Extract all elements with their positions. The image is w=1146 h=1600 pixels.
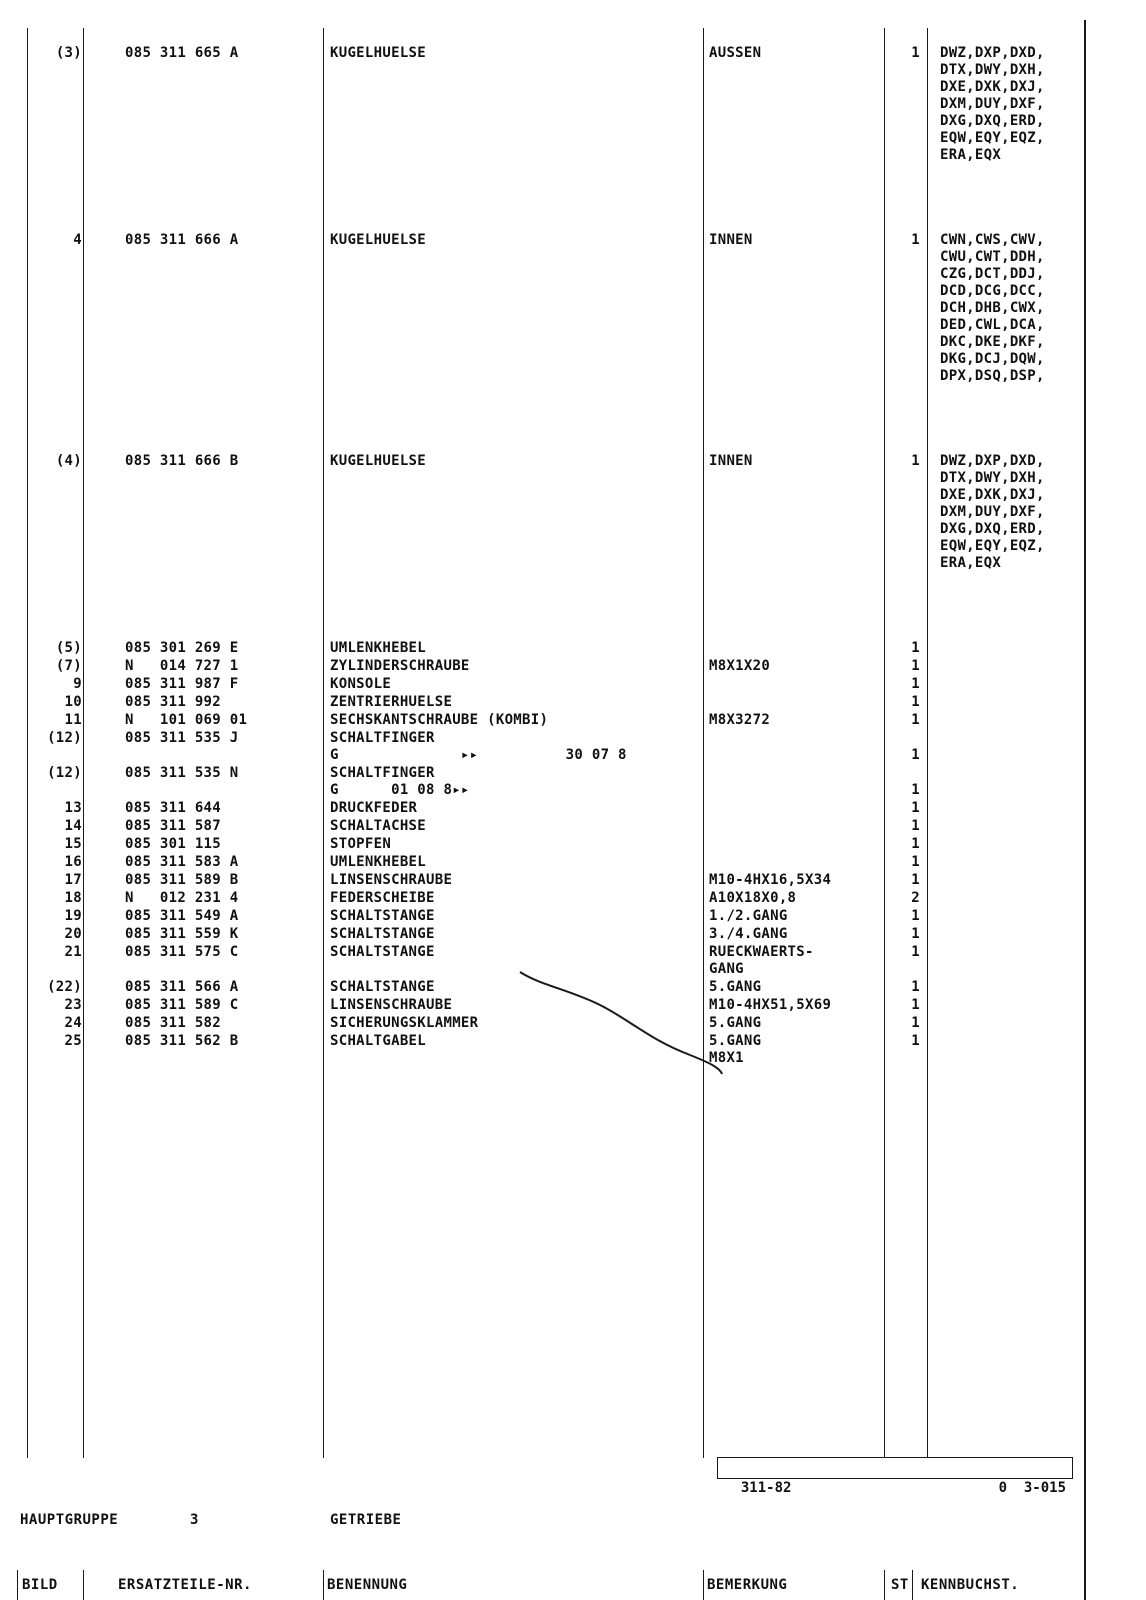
cell-stueck: 1 xyxy=(911,1033,920,1049)
cell-benennung: LINSENSCHRAUBE xyxy=(330,872,453,888)
cell-bild: (12) xyxy=(47,730,82,746)
cell-stueck: 1 xyxy=(911,232,920,248)
cell-bild: 13 xyxy=(64,800,82,816)
cell-kennbuchstaben: DWZ,DXP,DXD, xyxy=(940,453,1045,469)
cell-stueck: 1 xyxy=(911,836,920,852)
cell-part-number: 085 311 666 A xyxy=(125,232,239,248)
cell-benennung: G ▸▸ 30 07 8 xyxy=(330,747,627,763)
cell-benennung: SICHERUNGSKLAMMER xyxy=(330,1015,479,1031)
ref-right: 0 3-015 xyxy=(998,1480,1066,1496)
cell-stueck: 1 xyxy=(911,926,920,942)
cell-part-number: 085 301 269 E xyxy=(125,640,239,656)
header-rule-bild xyxy=(83,1570,84,1600)
cell-bild: (12) xyxy=(47,765,82,781)
cell-benennung: FEDERSCHEIBE xyxy=(330,890,435,906)
cell-benennung: G 01 08 8▸▸ xyxy=(330,782,470,798)
cell-stueck: 1 xyxy=(911,818,920,834)
cell-benennung: KUGELHUELSE xyxy=(330,45,427,61)
cell-bild: (4) xyxy=(55,453,82,469)
cell-stueck: 1 xyxy=(911,1015,920,1031)
cell-benennung: UMLENKHEBEL xyxy=(330,640,427,656)
cell-benennung: KONSOLE xyxy=(330,676,392,692)
column-rule-nr xyxy=(323,28,324,1458)
cell-bemerkung: 5.GANG xyxy=(709,1015,762,1031)
cell-part-number: 085 311 583 A xyxy=(125,854,239,870)
cell-part-number: 085 311 992 xyxy=(125,694,222,710)
hauptgruppe-num: 3 xyxy=(190,1512,199,1528)
column-rule-benennung xyxy=(703,28,704,1458)
cell-benennung: SCHALTGABEL xyxy=(330,1033,427,1049)
cell-stueck: 1 xyxy=(911,676,920,692)
cell-bild: 15 xyxy=(64,836,82,852)
cell-bemerkung: M8X1 xyxy=(709,1050,744,1066)
cell-benennung: SECHSKANTSCHRAUBE (KOMBI) xyxy=(330,712,549,728)
cell-stueck: 1 xyxy=(911,747,920,763)
column-rule-bild xyxy=(83,28,84,1458)
cell-stueck: 1 xyxy=(911,854,920,870)
cell-kennbuchstaben: CWU,CWT,DDH, xyxy=(940,249,1045,265)
ref-box-right xyxy=(886,1457,1073,1496)
cell-bemerkung: A10X18X0,8 xyxy=(709,890,797,906)
cell-stueck: 1 xyxy=(911,694,920,710)
cell-stueck: 2 xyxy=(911,890,920,906)
cell-benennung: LINSENSCHRAUBE xyxy=(330,997,453,1013)
cell-benennung: DRUCKFEDER xyxy=(330,800,418,816)
cell-bild: 20 xyxy=(64,926,82,942)
cell-part-number: N 101 069 01 xyxy=(125,712,248,728)
cell-stueck: 1 xyxy=(911,997,920,1013)
cell-kennbuchstaben: EQW,EQY,EQZ, xyxy=(940,130,1045,146)
cell-stueck: 1 xyxy=(911,944,920,960)
header-st: ST xyxy=(891,1577,909,1593)
header-rule-nr xyxy=(323,1570,324,1600)
cell-bemerkung: INNEN xyxy=(709,232,753,248)
cell-part-number: 085 311 644 xyxy=(125,800,222,816)
cell-kennbuchstaben: DXG,DXQ,ERD, xyxy=(940,521,1045,537)
cell-stueck: 1 xyxy=(911,872,920,888)
cell-part-number: 085 311 559 K xyxy=(125,926,239,942)
cell-bemerkung: 3./4.GANG xyxy=(709,926,788,942)
cell-kennbuchstaben: DED,CWL,DCA, xyxy=(940,317,1045,333)
header-rule-bemerkung xyxy=(884,1570,885,1600)
cell-benennung: SCHALTFINGER xyxy=(330,730,435,746)
cell-kennbuchstaben: DKC,DKE,DKF, xyxy=(940,334,1045,350)
cell-kennbuchstaben: CWN,CWS,CWV, xyxy=(940,232,1045,248)
cell-stueck: 1 xyxy=(911,712,920,728)
cell-kennbuchstaben: CZG,DCT,DDJ, xyxy=(940,266,1045,282)
cell-kennbuchstaben: DXM,DUY,DXF, xyxy=(940,96,1045,112)
cell-part-number: 085 311 589 B xyxy=(125,872,239,888)
cell-part-number: 085 301 115 xyxy=(125,836,222,852)
cell-bemerkung: GANG xyxy=(709,961,744,977)
cell-bemerkung: RUECKWAERTS- xyxy=(709,944,814,960)
ref-box-left xyxy=(717,1457,890,1496)
cell-kennbuchstaben: DPX,DSQ,DSP, xyxy=(940,368,1045,384)
cell-bild: 23 xyxy=(64,997,82,1013)
cell-bild: 14 xyxy=(64,818,82,834)
cell-part-number: 085 311 566 A xyxy=(125,979,239,995)
cell-kennbuchstaben: DXE,DXK,DXJ, xyxy=(940,79,1045,95)
cell-kennbuchstaben: EQW,EQY,EQZ, xyxy=(940,538,1045,554)
cell-stueck: 1 xyxy=(911,908,920,924)
hauptgruppe-label: HAUPTGRUPPE xyxy=(20,1512,119,1528)
cell-part-number: 085 311 562 B xyxy=(125,1033,239,1049)
header-kennbuchst: KENNBUCHST. xyxy=(921,1577,1020,1593)
cell-bild: 21 xyxy=(64,944,82,960)
cell-part-number: 085 311 987 F xyxy=(125,676,239,692)
header-rule-st xyxy=(912,1570,913,1600)
cell-kennbuchstaben: DXM,DUY,DXF, xyxy=(940,504,1045,520)
cell-benennung: KUGELHUELSE xyxy=(330,232,427,248)
cell-bemerkung: INNEN xyxy=(709,453,753,469)
cell-part-number: 085 311 575 C xyxy=(125,944,239,960)
cell-part-number: 085 311 589 C xyxy=(125,997,239,1013)
cell-part-number: 085 311 549 A xyxy=(125,908,239,924)
header-rule-left xyxy=(17,1570,18,1600)
cell-stueck: 1 xyxy=(911,640,920,656)
cell-kennbuchstaben: DWZ,DXP,DXD, xyxy=(940,45,1045,61)
cell-kennbuchstaben: DTX,DWY,DXH, xyxy=(940,470,1045,486)
cell-kennbuchstaben: DXG,DXQ,ERD, xyxy=(940,113,1045,129)
cell-bild: (7) xyxy=(55,658,82,674)
cell-benennung: ZYLINDERSCHRAUBE xyxy=(330,658,470,674)
cell-part-number: 085 311 666 B xyxy=(125,453,239,469)
cell-benennung: SCHALTSTANGE xyxy=(330,908,435,924)
column-rule-bemerkung xyxy=(884,28,885,1458)
cell-part-number: 085 311 535 N xyxy=(125,765,239,781)
cell-bild: 17 xyxy=(64,872,82,888)
header-bild: BILD xyxy=(22,1577,58,1593)
cell-stueck: 1 xyxy=(911,45,920,61)
cell-benennung: SCHALTFINGER xyxy=(330,765,435,781)
header-rule-benennung xyxy=(703,1570,704,1600)
cell-kennbuchstaben: DCD,DCG,DCC, xyxy=(940,283,1045,299)
cell-benennung: KUGELHUELSE xyxy=(330,453,427,469)
cell-part-number: 085 311 665 A xyxy=(125,45,239,61)
cell-bild: 9 xyxy=(73,676,82,692)
hauptgruppe-name: GETRIEBE xyxy=(330,1512,402,1528)
ref-left: 311-82 xyxy=(740,1480,792,1496)
cell-bild: 4 xyxy=(73,232,82,248)
cell-bild: (5) xyxy=(55,640,82,656)
cell-benennung: ZENTRIERHUELSE xyxy=(330,694,453,710)
cell-bild: (3) xyxy=(55,45,82,61)
cell-bemerkung: 5.GANG xyxy=(709,979,762,995)
column-rule-right xyxy=(1084,20,1086,1600)
cell-stueck: 1 xyxy=(911,782,920,798)
cell-bild: 16 xyxy=(64,854,82,870)
cell-bild: 25 xyxy=(64,1033,82,1049)
column-rule-st xyxy=(927,28,928,1458)
cell-kennbuchstaben: DKG,DCJ,DQW, xyxy=(940,351,1045,367)
cell-part-number: 085 311 535 J xyxy=(125,730,239,746)
header-nr: ERSATZTEILE-NR. xyxy=(118,1577,252,1593)
cell-benennung: SCHALTACHSE xyxy=(330,818,427,834)
cell-part-number: 085 311 582 xyxy=(125,1015,222,1031)
cell-part-number: 085 311 587 xyxy=(125,818,222,834)
cell-benennung: SCHALTSTANGE xyxy=(330,979,435,995)
header-bemerkung: BEMERKUNG xyxy=(707,1577,788,1593)
cell-kennbuchstaben: DTX,DWY,DXH, xyxy=(940,62,1045,78)
cell-stueck: 1 xyxy=(911,453,920,469)
header-benennung: BENENNUNG xyxy=(327,1577,408,1593)
cell-stueck: 1 xyxy=(911,800,920,816)
cell-bemerkung: M8X3272 xyxy=(709,712,771,728)
cell-kennbuchstaben: ERA,EQX xyxy=(940,147,1002,163)
cell-bemerkung: M10-4HX16,5X34 xyxy=(709,872,832,888)
cell-benennung: UMLENKHEBEL xyxy=(330,854,427,870)
cell-kennbuchstaben: DCH,DHB,CWX, xyxy=(940,300,1045,316)
cell-part-number: N 012 231 4 xyxy=(125,890,239,906)
cell-part-number: N 014 727 1 xyxy=(125,658,239,674)
cell-bemerkung: AUSSEN xyxy=(709,45,762,61)
cell-bild: 18 xyxy=(64,890,82,906)
cell-bild: 11 xyxy=(64,712,82,728)
cell-stueck: 1 xyxy=(911,658,920,674)
cell-bemerkung: M8X1X20 xyxy=(709,658,771,674)
cell-bemerkung: 1./2.GANG xyxy=(709,908,788,924)
cell-stueck: 1 xyxy=(911,979,920,995)
cell-bild: 19 xyxy=(64,908,82,924)
cell-benennung: STOPFEN xyxy=(330,836,392,852)
cell-bemerkung: 5.GANG xyxy=(709,1033,762,1049)
cell-kennbuchstaben: DXE,DXK,DXJ, xyxy=(940,487,1045,503)
cell-bild: (22) xyxy=(47,979,82,995)
cell-bild: 10 xyxy=(64,694,82,710)
cell-benennung: SCHALTSTANGE xyxy=(330,944,435,960)
cell-bemerkung: M10-4HX51,5X69 xyxy=(709,997,832,1013)
cell-bild: 24 xyxy=(64,1015,82,1031)
cell-benennung: SCHALTSTANGE xyxy=(330,926,435,942)
cell-kennbuchstaben: ERA,EQX xyxy=(940,555,1002,571)
